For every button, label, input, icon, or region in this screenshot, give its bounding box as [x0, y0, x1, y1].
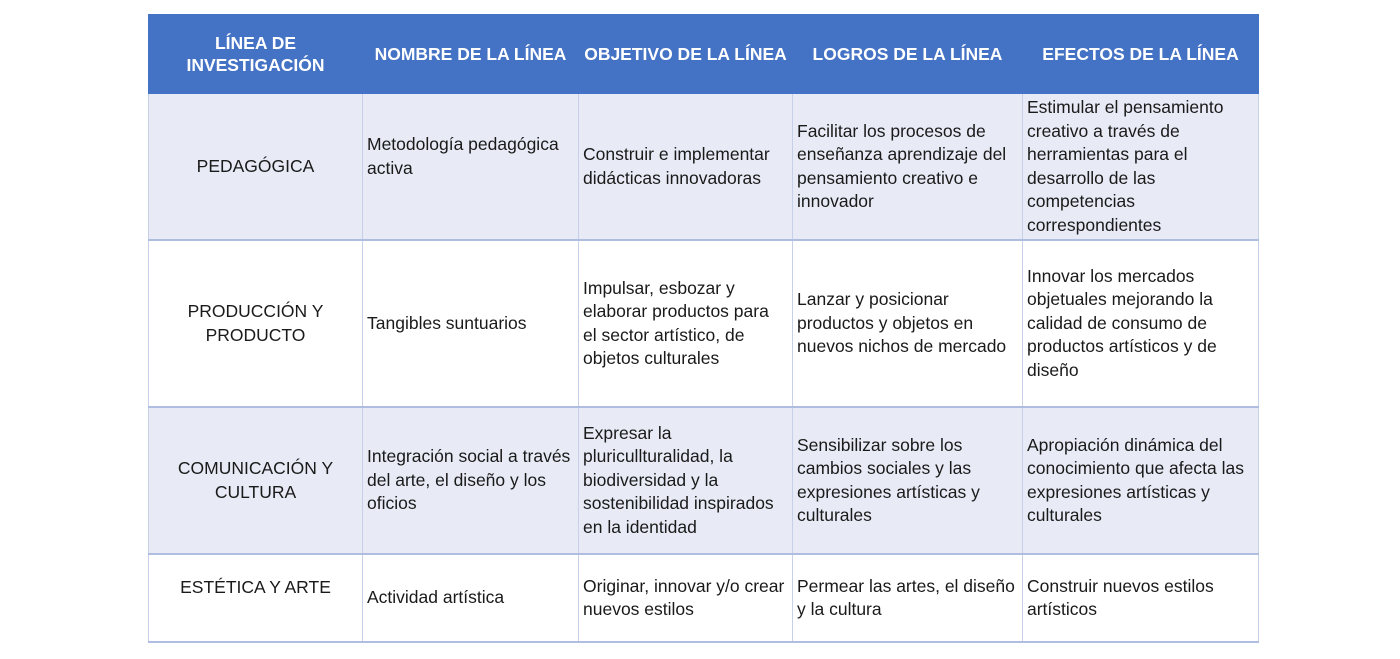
cell-logros: Facilitar los procesos de enseñanza aprendizaje del pensamiento creativo e innovador	[793, 94, 1023, 241]
header-objetivo: OBJETIVO DE LA LÍNEA	[579, 15, 793, 94]
cell-nombre: Integración social a través del arte, el diseño y los oficios	[363, 407, 579, 554]
header-efectos: EFECTOS DE LA LÍNEA	[1023, 15, 1259, 94]
cell-efectos: Construir nuevos estilos artísticos	[1023, 554, 1259, 642]
cell-linea: PEDAGÓGICA	[149, 94, 363, 241]
cell-efectos: Apropiación dinámica del conocimiento que afecta las expresiones artísticas y culturales	[1023, 407, 1259, 554]
cell-nombre: Actividad artística	[363, 554, 579, 642]
header-row	[149, 15, 1259, 94]
cell-objetivo: Impulsar, esbozar y elaborar productos para el sector artístico, de objetos culturales	[579, 240, 793, 407]
table-row	[149, 407, 1259, 554]
cell-efectos: Innovar los mercados objetuales mejorando la calidad de consumo de productos artísticos y de diseño	[1023, 240, 1259, 407]
table-row	[149, 240, 1259, 407]
table-header	[149, 15, 1259, 94]
header-nombre: NOMBRE DE LA LÍNEA	[363, 15, 579, 94]
cell-efectos: Estimular el pensamiento creativo a través de herramientas para el desarrollo de las competencias correspondientes	[1023, 94, 1259, 241]
table-row	[149, 554, 1259, 642]
cell-logros: Lanzar y posicionar productos y objetos en nuevos nichos de mercado	[793, 240, 1023, 407]
cell-logros: Sensibilizar sobre los cambios sociales y las expresiones artísticas y culturales	[793, 407, 1023, 554]
cell-objetivo: Originar, innovar y/o crear nuevos estilos	[579, 554, 793, 642]
cell-linea-text: ESTÉTICA Y ARTE	[180, 577, 331, 598]
cell-nombre	[363, 94, 579, 241]
table-body	[149, 94, 1259, 643]
cell-nombre: Tangibles suntuarios	[363, 240, 579, 407]
cell-objetivo: Expresar la pluricullturalidad, la biodiversidad y la sostenibilidad inspirados en la identidad	[579, 407, 793, 554]
cell-objetivo: Construir e implementar didácticas innovadoras	[579, 94, 793, 241]
table-row	[149, 94, 1259, 241]
research-lines-table	[148, 14, 1259, 643]
cell-linea: PRODUCCIÓN Y PRODUCTO	[149, 240, 363, 407]
cell-linea	[149, 554, 363, 642]
cell-nombre-text: Metodología pedagógica activa	[367, 134, 559, 178]
header-linea: LÍNEA DE INVESTIGACIÓN	[149, 15, 363, 94]
research-lines-table-container	[148, 14, 1258, 643]
cell-logros: Permear las artes, el diseño y la cultura	[793, 554, 1023, 642]
cell-linea: COMUNICACIÓN Y CULTURA	[149, 407, 363, 554]
header-logros: LOGROS DE LA LÍNEA	[793, 15, 1023, 94]
